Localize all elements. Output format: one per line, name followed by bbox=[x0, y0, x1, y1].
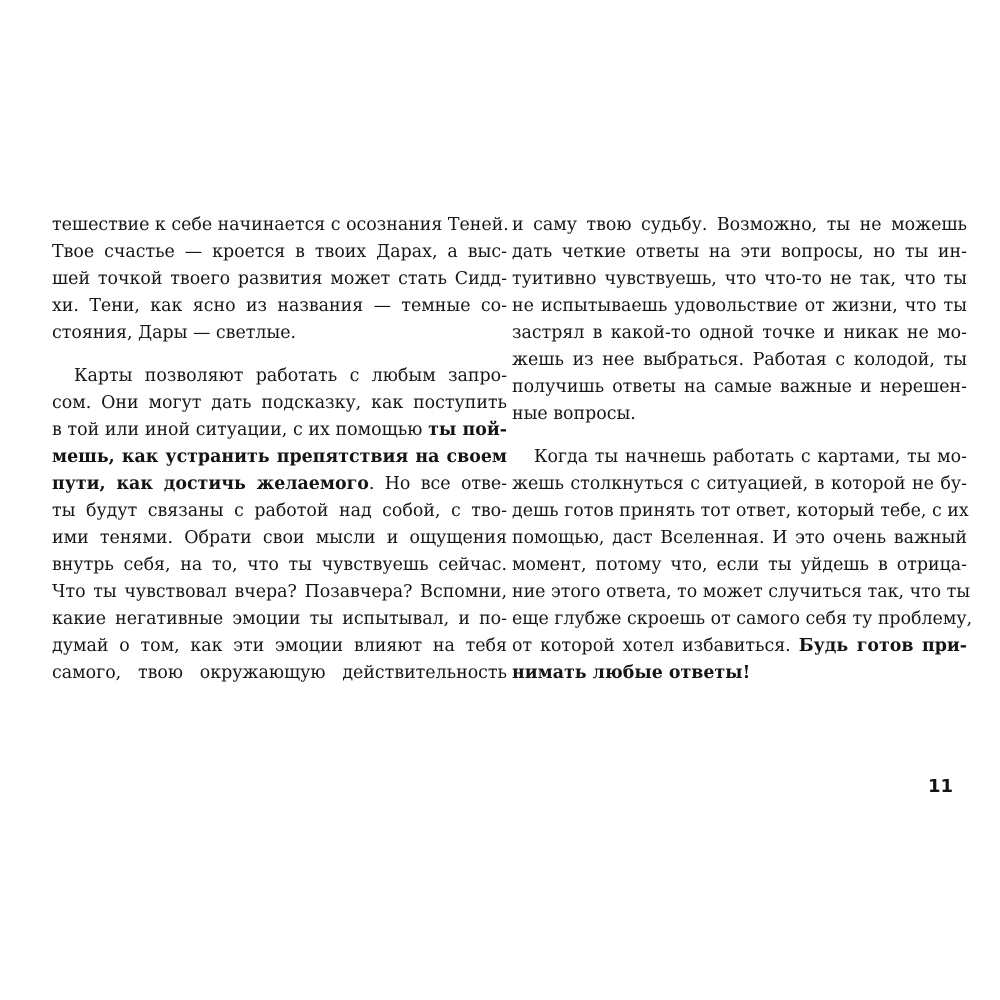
text-line: ты будут связаны с работой над собой, с тво- bbox=[52, 501, 507, 521]
text-line: не испытываешь удовольствие от жизни, что ты bbox=[512, 296, 967, 316]
text-line: момент, потому что, если ты уйдешь в отрица- bbox=[512, 555, 967, 575]
text-line: застрял в какой-то одной точке и никак не мо- bbox=[512, 323, 967, 343]
text-line: получишь ответы на самые важные и нерешен- bbox=[512, 377, 967, 397]
text-line: сом. Они могут дать подсказку, как поступить bbox=[52, 393, 507, 413]
text-line bbox=[52, 471, 507, 498]
text-line: ние этого ответа, то может случиться так, что ты bbox=[512, 582, 971, 602]
text-line: какие негативные эмоции ты испытывал, и по- bbox=[52, 609, 507, 629]
bold-emphasis-line: мешь, как устранить препятствия на своем bbox=[52, 447, 507, 467]
text-line: самого, твою окружающую действительность bbox=[52, 663, 507, 683]
text-line: хи. Тени, как ясно из названия — темные со- bbox=[52, 296, 507, 316]
bold-emphasis: ты пой- bbox=[428, 420, 507, 440]
text-line: Когда ты начнешь работать с картами, ты мо- bbox=[534, 447, 967, 467]
bold-emphasis: Будь готов при- bbox=[798, 636, 967, 656]
bold-emphasis: пути, как достичь желаемого bbox=[52, 474, 369, 494]
text-line: Твое счастье — кроется в твоих Дарах, а выс- bbox=[52, 242, 507, 262]
left-column bbox=[52, 212, 507, 687]
normal-text: в той или иной ситуации, с их помощью bbox=[52, 420, 429, 440]
text-line: думай о том, как эти эмоции влияют на тебя bbox=[52, 636, 507, 656]
normal-text: . Но все отве- bbox=[368, 474, 507, 494]
normal-text: от которой хотел избавиться. bbox=[512, 636, 799, 656]
paragraph-gap bbox=[52, 347, 507, 363]
text-line: помощью, даст Вселенная. И это очень важный bbox=[512, 528, 967, 548]
text-line: Карты позволяют работать с любым запро- bbox=[74, 366, 507, 386]
text-line: стояния, Дары — светлые. bbox=[52, 323, 297, 343]
paragraph-gap bbox=[512, 428, 967, 444]
text-line: жешь из нее выбраться. Работая с колодой, ты bbox=[512, 350, 967, 370]
text-line: шей точкой твоего развития может стать Сидд- bbox=[52, 269, 507, 289]
text-line: Что ты чувствовал вчера? Позавчера? Вспомни, bbox=[52, 582, 507, 602]
text-line: ные вопросы. bbox=[512, 404, 636, 424]
text-line: дешь готов принять тот ответ, который тебе, с их bbox=[512, 501, 969, 521]
text-line: туитивно чувствуешь, что что-то не так, что ты bbox=[512, 269, 967, 289]
right-column bbox=[512, 212, 973, 687]
text-line: еще глубже скроешь от самого себя ту проблему, bbox=[512, 609, 973, 629]
text-line: и саму твою судьбу. Возможно, ты не можешь bbox=[512, 215, 967, 235]
text-line: тешествие к себе начинается с осознания Теней. bbox=[52, 215, 509, 235]
text-line: дать четкие ответы на эти вопросы, но ты ин- bbox=[512, 242, 967, 262]
text-line: внутрь себя, на то, что ты чувствуешь сейчас. bbox=[52, 555, 507, 575]
text-line: ими тенями. Обрати свои мысли и ощущения bbox=[52, 528, 507, 548]
text-line: жешь столкнуться с ситуацией, в которой не бу- bbox=[512, 474, 967, 494]
bold-emphasis-line: нимать любые ответы! bbox=[512, 663, 751, 683]
page-number: 11 bbox=[927, 776, 953, 797]
text-line bbox=[52, 417, 507, 444]
text-line bbox=[512, 633, 967, 660]
